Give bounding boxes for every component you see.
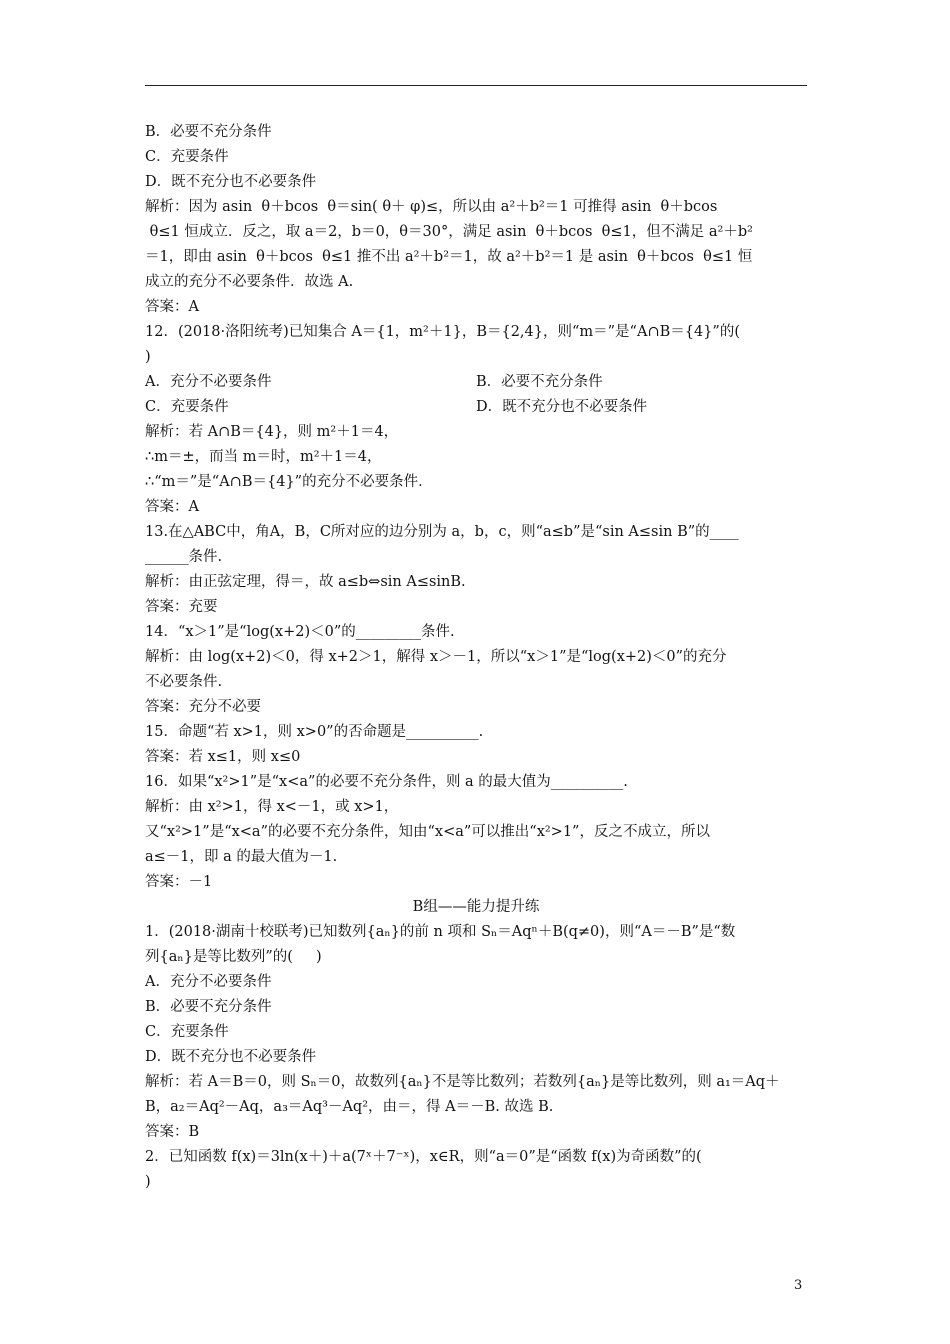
text-line: B．必要不充分条件 bbox=[145, 124, 272, 140]
text-line: 解析：由 log(x+2)＜0，得 x+2＞1，解得 x＞－1，所以“x＞1”是“log(x+2)＜0”的充分 bbox=[145, 649, 727, 665]
option-a: A．充分不必要条件 bbox=[145, 374, 272, 390]
text-line: 不必要条件. bbox=[145, 674, 223, 690]
option-c: C．充要条件 bbox=[145, 1024, 229, 1040]
question-13: 13.在△ABC中，角A，B，C所对应的边分别为 a，b，c，则“a≤b”是“sin A≤sin B”的____ bbox=[145, 524, 739, 540]
answer-line: 答案：若 x≤1，则 x≤0 bbox=[145, 749, 301, 765]
text-line: ) bbox=[145, 349, 151, 365]
question-14: 14．“x＞1”是“log(x+2)＜0”的_________条件. bbox=[145, 624, 455, 640]
option-d: D．既不充分也不必要条件 bbox=[476, 399, 648, 415]
answer-line: 答案：A bbox=[145, 499, 199, 515]
text-line: ∴“m＝”是“A∩B＝{4}”的充分不必要条件． bbox=[145, 474, 433, 490]
text-line: C．充要条件 bbox=[145, 149, 229, 165]
q12-options-row bbox=[145, 395, 807, 420]
option-a: A．充分不必要条件 bbox=[145, 974, 272, 990]
option-c: C．充要条件 bbox=[145, 399, 229, 415]
question-16: 16．如果“x²>1”是“x<a”的必要不充分条件，则 a 的最大值为__________. bbox=[145, 774, 628, 790]
answer-line: 答案：充分不必要 bbox=[145, 699, 261, 715]
header-rule bbox=[145, 85, 807, 86]
option-d: D．既不充分也不必要条件 bbox=[145, 1049, 317, 1065]
text-line: 解析：因为 asin θ＋bcos θ＝sin( θ＋ φ)≤，所以由 a²＋b²＝1 可推得 asin θ＋bcos bbox=[145, 199, 718, 215]
question-b1: 1．(2018·湖南十校联考)已知数列{aₙ}的前 n 项和 Sₙ＝Aqⁿ＋B(q≠0)，则“A＝－B”是“数 bbox=[145, 924, 736, 940]
answer-line: 答案：B bbox=[145, 1124, 200, 1140]
page-number: 3 bbox=[794, 1278, 803, 1293]
text-line: B，a₂＝Aq²－Aq，a₃＝Aq³－Aq²，由＝，得 A＝－B. 故选 B. bbox=[145, 1099, 554, 1115]
question-15: 15．命题“若 x>1，则 x>0”的否命题是__________. bbox=[145, 724, 484, 740]
answer-line: 答案：A bbox=[145, 299, 199, 315]
option-b: B．必要不充分条件 bbox=[476, 374, 603, 390]
section-title: B组——能力提升练 bbox=[412, 899, 540, 915]
text-line: 解析：若 A∩B＝{4}，则 m²＋1＝4， bbox=[145, 424, 399, 440]
text-line: ______条件. bbox=[145, 549, 223, 565]
question-b2: 2．已知函数 f(x)＝3ln(x＋)＋a(7ˣ＋7⁻ˣ)，x∈R，则“a＝0”是“函数 f(x)为奇函数”的( bbox=[145, 1149, 702, 1165]
answer-line: 答案：－1 bbox=[145, 874, 213, 890]
text-line: D．既不充分也不必要条件 bbox=[145, 174, 317, 190]
text-line: ＝1，即由 asin θ＋bcos θ≤1 推不出 a²＋b²＝1，故 a²＋b²＝1 是 asin θ＋bcos θ≤1 恒 bbox=[145, 249, 753, 265]
text-line: 解析：由 x²>1，得 x<－1，或 x>1， bbox=[145, 799, 399, 815]
text-line: 列{aₙ}是等比数列”的( ) bbox=[145, 949, 322, 965]
option-b: B．必要不充分条件 bbox=[145, 999, 272, 1015]
text-line: 解析：由正弦定理，得＝，故 a≤b⇔sin A≤sinB. bbox=[145, 574, 466, 590]
text-line: 解析：若 A＝B＝0，则 Sₙ＝0，故数列{aₙ}不是等比数列；若数列{aₙ}是等比数列，则 a₁＝Aq＋ bbox=[145, 1074, 780, 1090]
text-line: ) bbox=[145, 1174, 151, 1190]
text-line: ∴m＝±，而当 m＝时，m²＋1＝4， bbox=[145, 449, 382, 465]
text-line: a≤－1，即 a 的最大值为－1. bbox=[145, 849, 338, 865]
answer-line: 答案：充要 bbox=[145, 599, 218, 615]
q12-options-row bbox=[145, 370, 807, 395]
question-12: 12．(2018·洛阳统考)已知集合 A＝{1，m²＋1}，B＝{2,4}，则“m＝”是“A∩B＝{4}”的( bbox=[145, 324, 740, 340]
text-line: 成立的充分不必要条件．故选 A. bbox=[145, 274, 354, 290]
text-line: θ≤1 恒成立．反之，取 a＝2，b＝0，θ＝30°，满足 asin θ＋bcos θ≤1，但不满足 a²＋b² bbox=[145, 224, 753, 240]
text-line: 又“x²>1”是“x<a”的必要不充分条件，知由“x<a”可以推出“x²>1”，反之不成立，所以 bbox=[145, 824, 710, 840]
page-body bbox=[145, 120, 807, 1195]
